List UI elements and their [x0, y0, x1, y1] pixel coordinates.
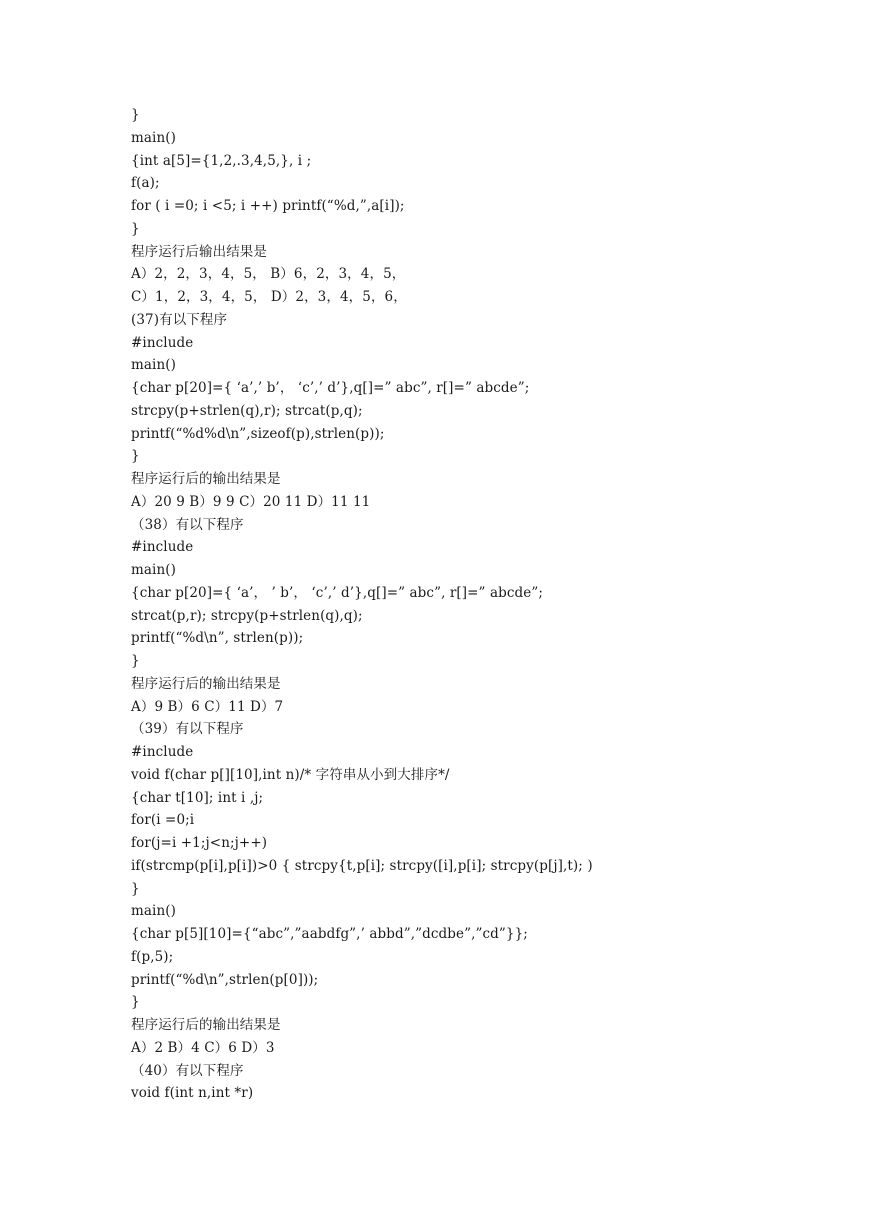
text-line: #include	[131, 744, 194, 760]
text-line: main()	[131, 562, 176, 578]
text-line: printf(“%d\n”,strlen(p[0]));	[131, 971, 319, 988]
text-line: strcpy(p+strlen(q),r); strcat(p,q);	[131, 402, 363, 419]
text-line: {char p[20]={ ‘a’,’ b’， ‘c’,’ d’},q[]=” abc”, r[]=” abcde”;	[131, 380, 530, 396]
text-line: }	[131, 880, 140, 897]
text-line: for ( i =0; i <5; i ++) printf(“%d,”,a[i]);	[131, 198, 405, 214]
text-line: void f(char p[][10],int n)/* 字符串从小到大排序*/	[131, 766, 450, 783]
text-line: #include	[131, 539, 194, 556]
question-heading: （38）有以下程序	[131, 516, 244, 533]
text-line: void f(int n,int *r)	[131, 1085, 254, 1102]
text-line: }	[131, 448, 140, 465]
text-line: }	[131, 994, 140, 1011]
text-line: main()	[131, 357, 176, 374]
text-line: for(i =0;i	[131, 812, 195, 829]
answer-options: A）20 9 B）9 9 C）20 11 D）11 11	[131, 493, 371, 510]
question-heading: （40）有以下程序	[131, 1062, 244, 1079]
answer-options: A）2，2，3，4，5， B）6，2，3，4，5，	[131, 266, 406, 283]
text-line: for(j=i +1;j<n;j++)	[131, 835, 268, 851]
text-line: printf(“%d\n”, strlen(p));	[131, 630, 304, 647]
text-line: strcat(p,r); strcpy(p+strlen(q),q);	[131, 607, 363, 624]
question-prompt: 程序运行后输出结果是	[131, 243, 267, 260]
text-line: main()	[131, 129, 176, 146]
text-line: {char p[5][10]={“abc”,”aabdfg”,’ abbd”,”dcdbe”,”cd”}};	[131, 926, 528, 942]
answer-options: A）2 B）4 C）6 D）3	[131, 1039, 275, 1056]
text-line: main()	[131, 903, 176, 920]
text-line: if(strcmp(p[i],p[i])>0 { strcpy{t,p[i]; strcpy([i],p[i]; strcpy(p[j],t); )	[131, 857, 593, 874]
text-line: }	[131, 220, 140, 237]
text-line: #include	[131, 334, 194, 351]
question-heading: （39）有以下程序	[131, 721, 244, 738]
text-line: }	[131, 653, 140, 669]
answer-options: C）1，2，3，4，5， D）2，3，4，5，6，	[131, 289, 407, 305]
text-line: printf(“%d%d\n”,sizeof(p),strlen(p));	[131, 425, 385, 442]
text-line: {char p[20]={ ‘a’， ’ b’， ‘c’,’ d’},q[]=” abc”, r[]=” abcde”;	[131, 584, 543, 601]
text-line: {int a[5]={1,2,.3,4,5,}, i ;	[131, 152, 312, 169]
question-prompt: 程序运行后的输出结果是	[131, 1017, 281, 1033]
text-line: {char t[10]; int i ,j;	[131, 789, 264, 806]
question-prompt: 程序运行后的输出结果是	[131, 675, 281, 692]
question-prompt: 程序运行后的输出结果是	[131, 471, 281, 487]
answer-options: A）9 B）6 C）11 D）7	[131, 698, 284, 715]
text-line: f(p,5);	[131, 948, 174, 965]
question-heading: (37)有以下程序	[131, 311, 228, 328]
code-listing	[131, 104, 831, 1105]
text-line: }	[131, 107, 140, 123]
text-line: f(a);	[131, 175, 160, 192]
